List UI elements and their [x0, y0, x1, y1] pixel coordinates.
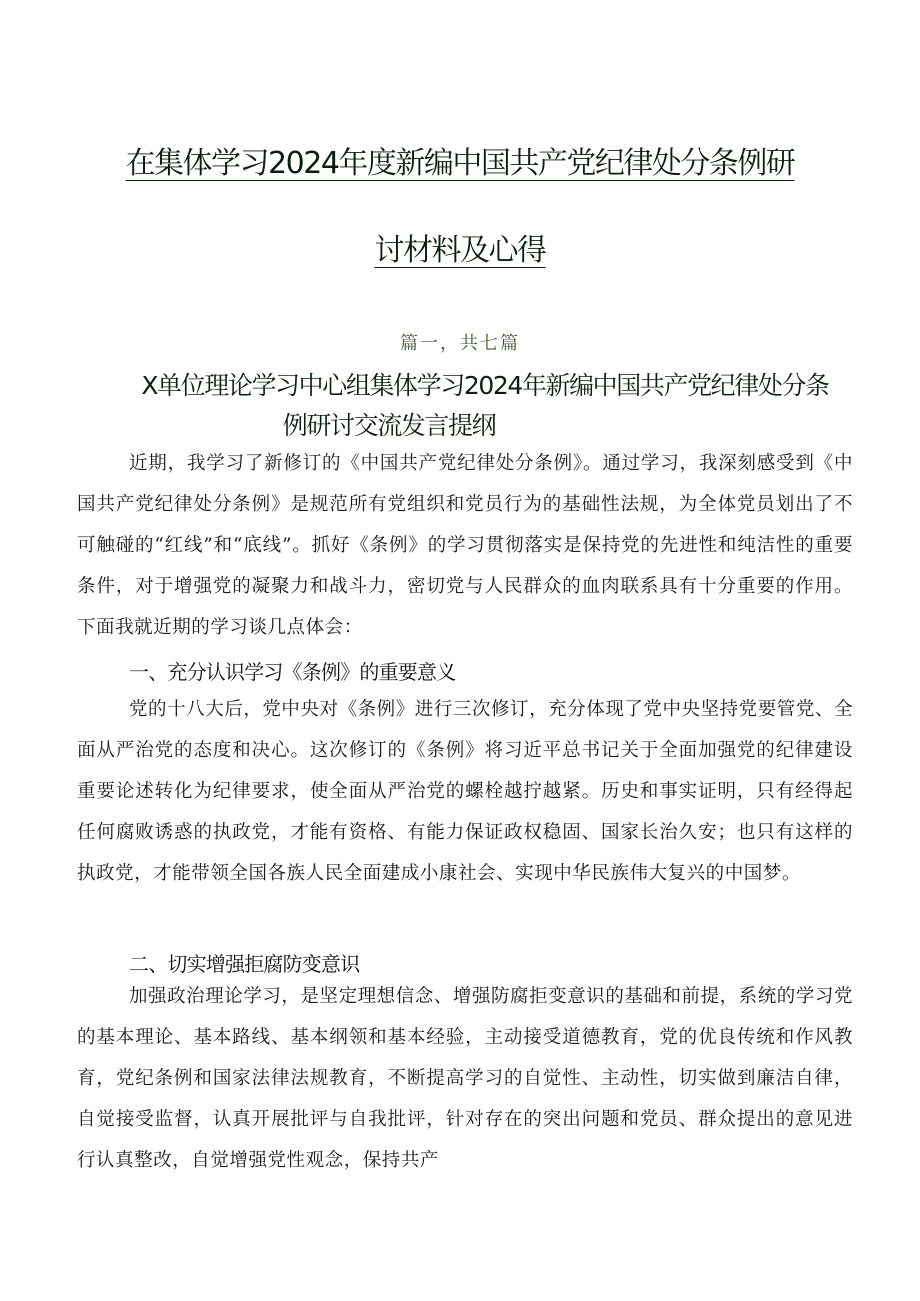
section-subtitle-line-2: 例研讨交流发言提纲	[282, 411, 496, 440]
body-paragraph-anti-corruption: 加强政治理论学习，是坚定理想信念、增强防腐拒变意识的基础和前提，系统的学习党的基本理论、基本路线、基本纲领和基本经验，主动接受道德教育，党的优良传统和作风教育，党纪条例和国家法律法规教育，不断提高学习的自觉性、主动性，切实做到廉洁自律，自觉接受监督，认真开展批评与自我批评，针对存在的突出问题和党员、群众提出的意见进行认真整改，自觉增强党性观念，保持共产	[77, 986, 853, 1171]
section-heading-1: 一、充分认识学习《条例》的重要意义	[129, 660, 456, 684]
section-heading-2: 二、切实增强拒腐防变意识	[129, 952, 360, 976]
body-paragraph-intro: 近期，我学习了新修订的《中国共产党纪律处分条例》。通过学习，我深刻感受到《中国共产党纪律处分条例》是规范所有党组织和党员行为的基础性法规，为全体党员划出了不可触碰的“红线”和“底线”。抓好《条例》的学习贯彻落实是保持党的先进性和纯洁性的重要条件，对于增强党的凝聚力和战斗力，密切党与人民群众的血肉联系具有十分重要的作用。下面我就近期的学习谈几点体会：	[77, 453, 853, 638]
chapter-label: 篇一，共七篇	[400, 333, 520, 354]
document-title-text-2: 讨材料及心得	[374, 233, 546, 268]
document-title-text-1: 在集体学习2024年度新编中国共产党纪律处分条例研	[125, 146, 795, 181]
document-title-line-2	[0, 225, 920, 269]
document-title-line-1	[0, 138, 920, 182]
section-subtitle-line-1: X单位理论学习中心组集体学习2024年新编中国共产党纪律处分条	[141, 371, 829, 400]
body-paragraph-significance: 党的十八大后，党中央对《条例》进行三次修订，充分体现了党中央坚持党要管党、全面从严治党的态度和决心。这次修订的《条例》将习近平总书记关于全面加强党的纪律建设重要论述转化为纪律要求，使全面从严治党的螺栓越拧越紧。历史和事实证明，只有经得起任何腐败诱惑的执政党，才能有资格、有能力保证政权稳固、国家长治久安；也只有这样的执政党，才能带领全国各族人民全面建成小康社会、实现中华民族伟大复兴的中国梦。	[77, 699, 853, 884]
